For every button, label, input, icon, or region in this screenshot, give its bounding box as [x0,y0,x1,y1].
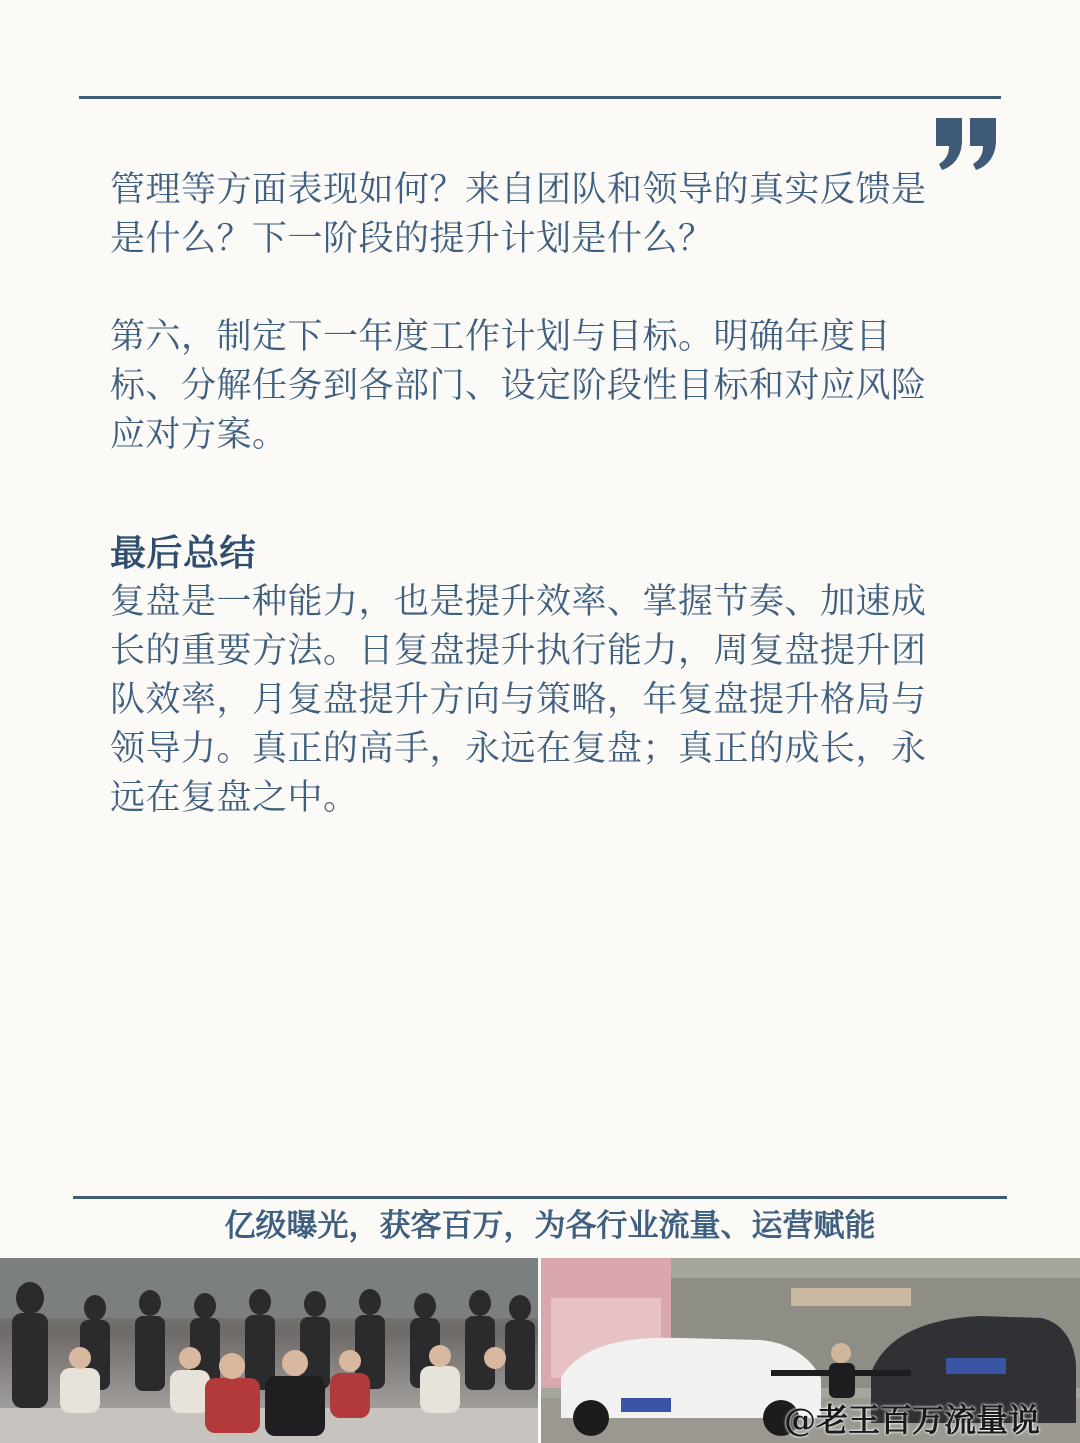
bottom-divider [73,1196,1007,1199]
article-body [110,166,970,823]
slogan: 亿级曝光，获客百万，为各行业流量、运营赋能 [224,1208,876,1244]
top-divider [79,96,1001,99]
paragraph-performance: 管理等方面表现如何？来自团队和领导的真实反馈是 是什么？下一阶段的提升计划是什么？ [110,170,927,259]
summary-text: 复盘是一种能力，也是提升效率、掌握节奏、加速成 长的重要方法。日复盘提升执行能力，周复盘提升团 队效率，月复盘提升方向与策略，年复盘提升格局与 领导力。真正的高手，永远在复盘；真正的成长，永 远在复盘之中。 [110,582,927,818]
summary-heading: 最后总结 [110,533,257,574]
author-watermark: @老王百万流量说 [783,1401,1040,1439]
closing-quote-icon [934,118,1000,170]
team-group-photo [0,1258,538,1443]
paragraph-plan: 第六，制定下一年度工作计划与目标。明确年度目 标、分解任务到各部门、设定阶段性目标和对应风险 应对方案。 [110,317,927,455]
